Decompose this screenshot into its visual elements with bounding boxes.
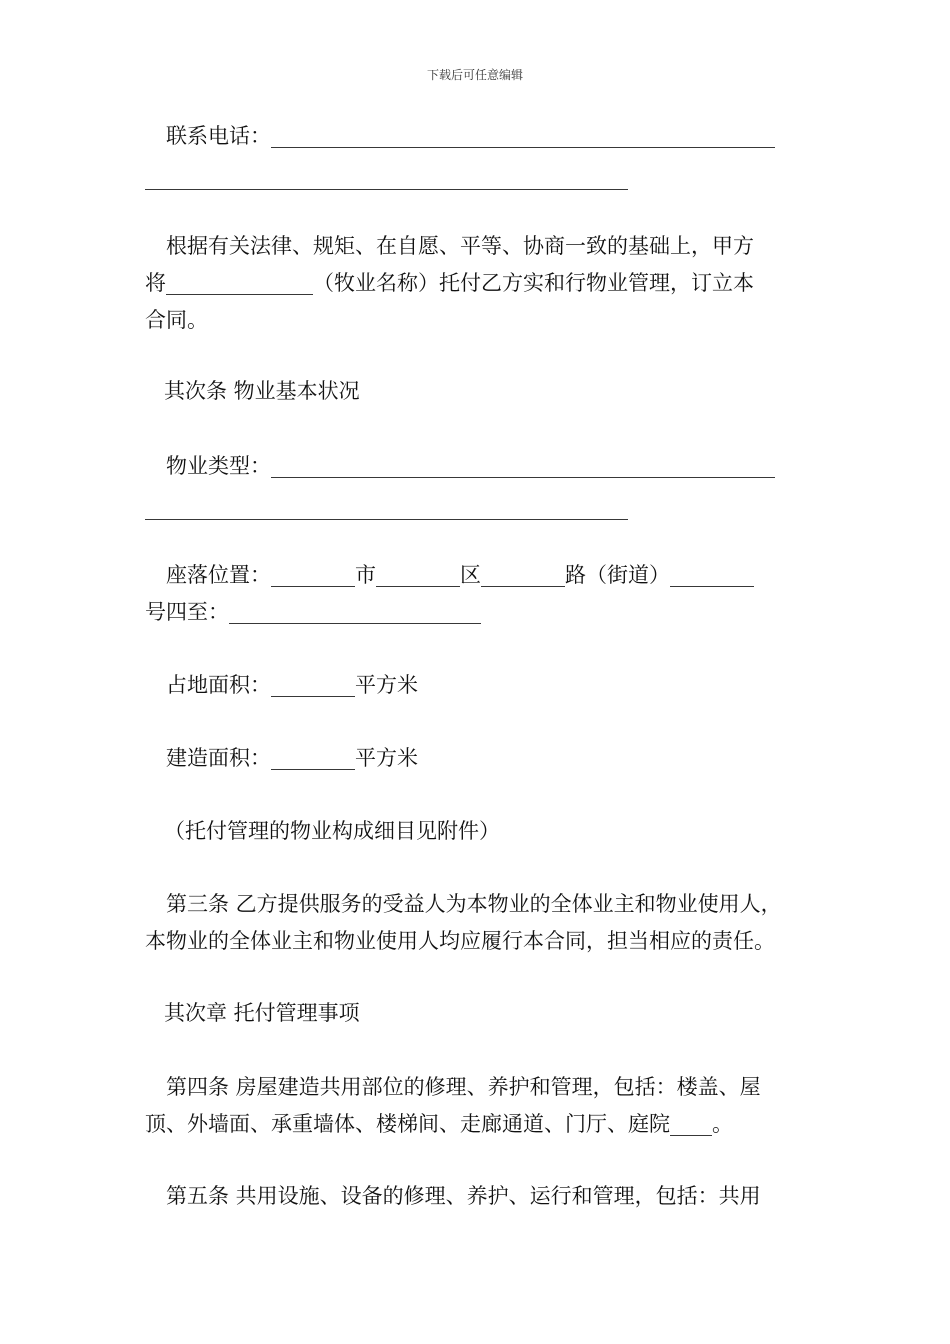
article-3-line-2: 本物业的全体业主和物业使用人均应履行本合同，担当相应的责任。 (145, 929, 775, 953)
building-area-line: 建造面积：________平方米 (166, 746, 418, 770)
preamble-line-2: 将______________（牧业名称）托付乙方实和行物业管理，订立本 (145, 271, 754, 295)
contact-phone-line-continued: ______________________________________________ (145, 166, 628, 190)
page-header: 下载后可任意编辑 (426, 68, 523, 82)
preamble-line-1: 根据有关法律、规矩、在自愿、平等、协商一致的基础上，甲方 (166, 234, 754, 258)
article-5-line-1: 第五条 共用设施、设备的修理、养护、运行和管理，包括：共用 (166, 1184, 761, 1208)
property-type-line-continued: ______________________________________________ (145, 496, 628, 520)
location-line: 座落位置：________市________区________路（街道）________ (166, 563, 754, 587)
property-type-line: 物业类型：________________________________________________ (166, 454, 775, 478)
chapter-2-heading: 其次章 托付管理事项 (164, 1001, 360, 1025)
attachment-note: （托付管理的物业构成细目见附件） (164, 819, 500, 843)
preamble-line-3: 合同。 (145, 308, 208, 332)
contact-phone-line: 联系电话：________________________________________________ (166, 124, 775, 148)
article-4-line-1: 第四条 房屋建造共用部位的修理、养护和管理，包括：楼盖、屋 (166, 1075, 761, 1099)
location-line-continued: 号四至：________________________ (145, 600, 481, 624)
article-3-line-1: 第三条 乙方提供服务的受益人为本物业的全体业主和物业使用人， (166, 892, 782, 916)
article-2-heading: 其次条 物业基本状况 (164, 379, 360, 403)
article-4-line-2: 顶、外墙面、承重墙体、楼梯间、走廊通道、门厅、庭院____。 (145, 1112, 733, 1136)
land-area-line: 占地面积：________平方米 (166, 673, 418, 697)
